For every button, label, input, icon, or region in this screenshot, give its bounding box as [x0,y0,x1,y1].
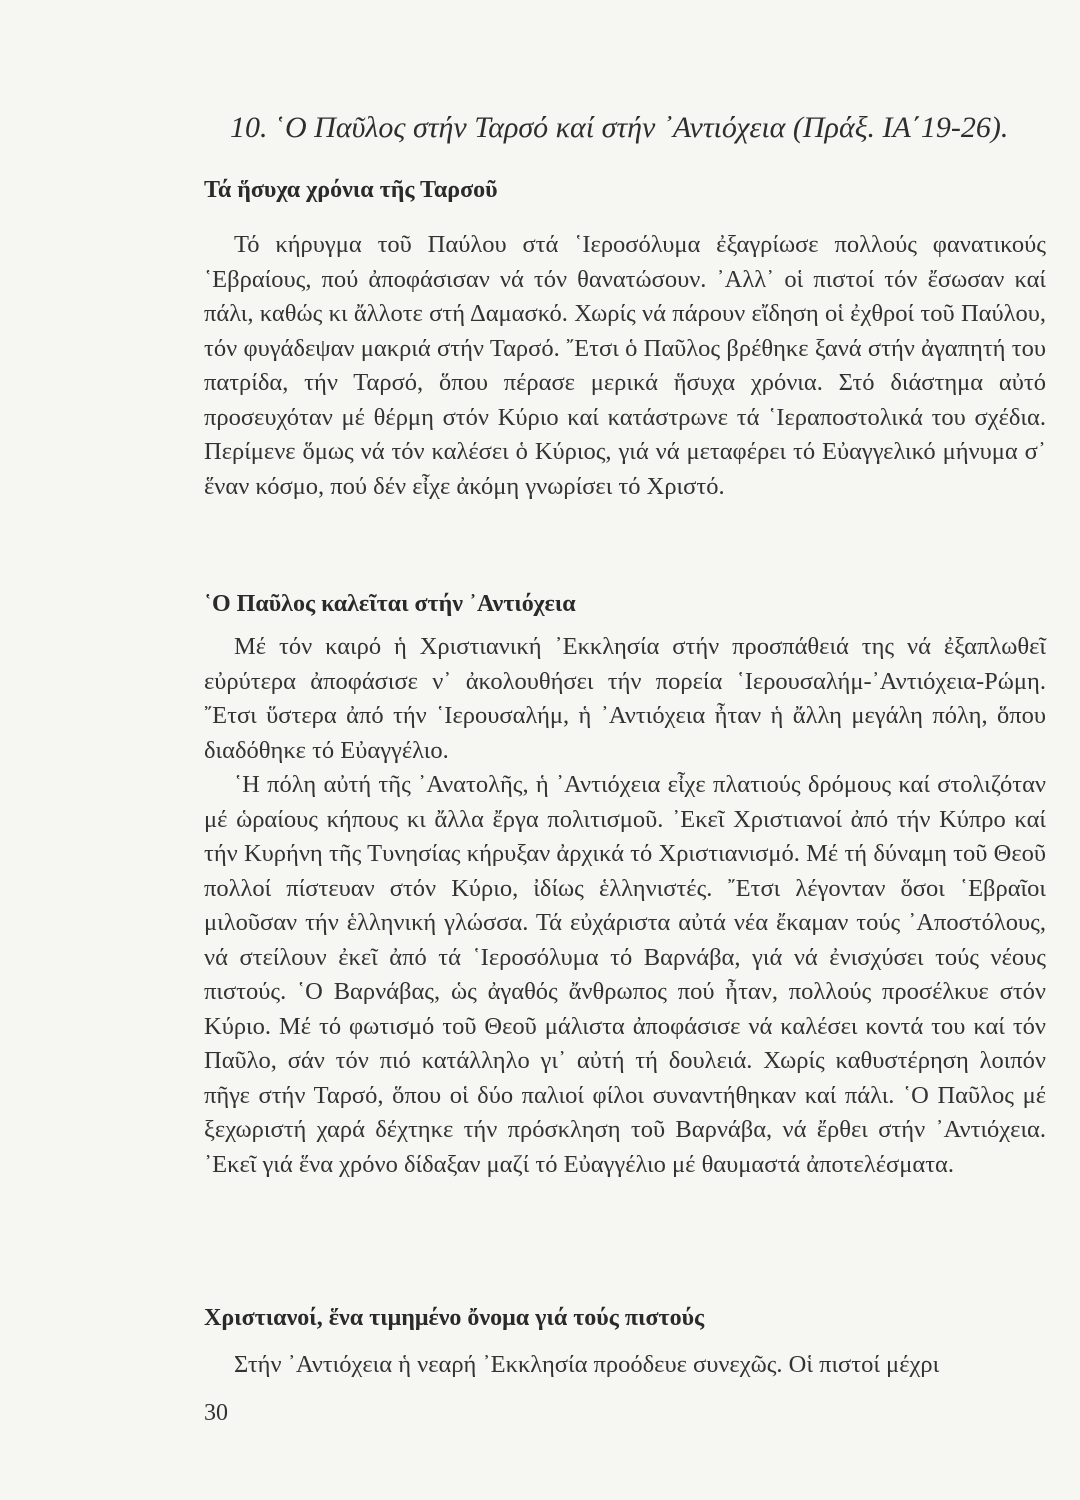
paragraph: ῾Η πόλη αὐτή τῆς ᾿Ανατολῆς, ἡ ᾿Αντιόχεια εἶχε πλατιούς δρόμους καί στολιζόταν μέ ὡραίους κήπους κι ἄλλα ἔργα πολιτισμοῦ. ᾿Εκεῖ Χριστιανοί ἀπό τήν Κύπρο καί τήν Κυρήνη τῆς Τυνησίας κήρυξαν ἀρχικά τό Χριστιανισμό. Μέ τή δύναμη τοῦ Θεοῦ πολλοί πίστευαν στόν Κύριο, ἰδίως ἑλληνιστές. ῎Ετσι λέγονταν ὅσοι ῾Εβραῖοι μιλοῦσαν τήν ἑλληνική γλώσσα. Τά εὐχάριστα αὐτά νέα ἔκαμαν τούς ᾿Αποστόλους, νά στείλουν ἐκεῖ ἀπό τά ῾Ιεροσόλυμα τό Βαρνάβα, γιά νά ἐνισχύσει τούς νέους πιστούς. ῾Ο Βαρνάβας, ὡς ἀγαθός ἄνθρωπος πού ἦταν, πολλούς προσέλκυε στόν Κύριο. Μέ τό φωτισμό τοῦ Θεοῦ μάλιστα ἀποφάσισε νά καλέσει κοντά του καί τόν Παῦλο, σάν τόν πιό κατάλληλο γι᾿ αὐτή τή δουλειά. Χωρίς καθυστέρηση λοιπόν πῆγε στήν Ταρσό, ὅπου οἱ δύο παλιοί φίλοι συναντήθηκαν καί πάλι. ῾Ο Παῦλος μέ ξεχωριστή χαρά δέχτηκε τήν πρόσκληση τοῦ Βαρνάβα, νά ἔρθει στήν ᾿Αντιόχεια. ᾿Εκεῖ γιά ἕνα χρόνο δίδαξαν μαζί τό Εὐαγγέλιο μέ θαυμαστά ἀποτελέσματα. [204,771,1046,1178]
chapter-title: 10. ῾Ο Παῦλος στήν Ταρσό καί στήν ᾿Αντιόχεια (Πράξ. ΙΑ΄19-26). [230,111,1009,144]
section-heading-tarsus-years: Τά ἥσυχα χρόνια τῆς Ταρσοῦ [204,177,498,203]
section-heading-called-to-antioch: ῾Ο Παῦλος καλεῖται στήν ᾿Αντιόχεια [204,591,576,617]
paragraph: Μέ τόν καιρό ἡ Χριστιανική ᾿Εκκλησία στήν προσπάθειά της νά ἐξαπλωθεῖ εὐρύτερα ἀποφάσισε ν᾿ ἀκολουθήσει τήν πορεία ῾Ιερουσαλήμ-᾿Αντιόχεια-Ρώμη. ῎Ετσι ὕστερα ἀπό τήν ῾Ιερουσαλήμ, ἡ ᾿Αντιόχεια ἦταν ἡ ἄλλη μεγάλη πόλη, ὅπου διαδόθηκε τό Εὐαγγέλιο. [204,633,1046,764]
page-number: 30 [204,1400,228,1426]
section-body-called-to-antioch [204,630,1046,1182]
paragraph: Τό κήρυγμα τοῦ Παύλου στά ῾Ιεροσόλυμα ἐξαγρίωσε πολλούς φανατικούς ῾Εβραίους, πού ἀποφάσισαν νά τόν θανατώσουν. ᾿Αλλ᾿ οἱ πιστοί τόν ἔσωσαν καί πάλι, καθώς κι ἄλλοτε στή Δαμασκό. Χωρίς νά πάρουν εἴδηση οἱ ἐχθροί τοῦ Παύλου, τόν φυγάδεψαν μακριά στήν Ταρσό. ῎Ετσι ὁ Παῦλος βρέθηκε ξανά στήν ἀγαπητή του πατρίδα, τήν Ταρσό, ὅπου πέρασε μερικά ἥσυχα χρόνια. Στό διάστημα αὐτό προσευχόταν μέ θέρμη στόν Κύριο καί κατάστρωνε τά ῾Ιεραποστολικά του σχέδια. Περίμενε ὅμως νά τόν καλέσει ὁ Κύριος, γιά νά μεταφέρει τό Εὐαγγελικό μήνυμα σ᾿ ἕναν κόσμο, πού δέν εἶχε ἀκόμη γνωρίσει τό Χριστό. [204,231,1046,500]
section-body-christians-name [204,1348,1046,1383]
section-body-tarsus-years [204,228,1046,504]
paragraph: Στήν ᾿Αντιόχεια ἡ νεαρή ᾿Εκκλησία προόδευε συνεχῶς. Οἱ πιστοί μέχρι [234,1351,940,1378]
section-heading-christians-name: Χριστιανοί, ἕνα τιμημένο ὄνομα γιά τούς πιστούς [204,1305,705,1331]
